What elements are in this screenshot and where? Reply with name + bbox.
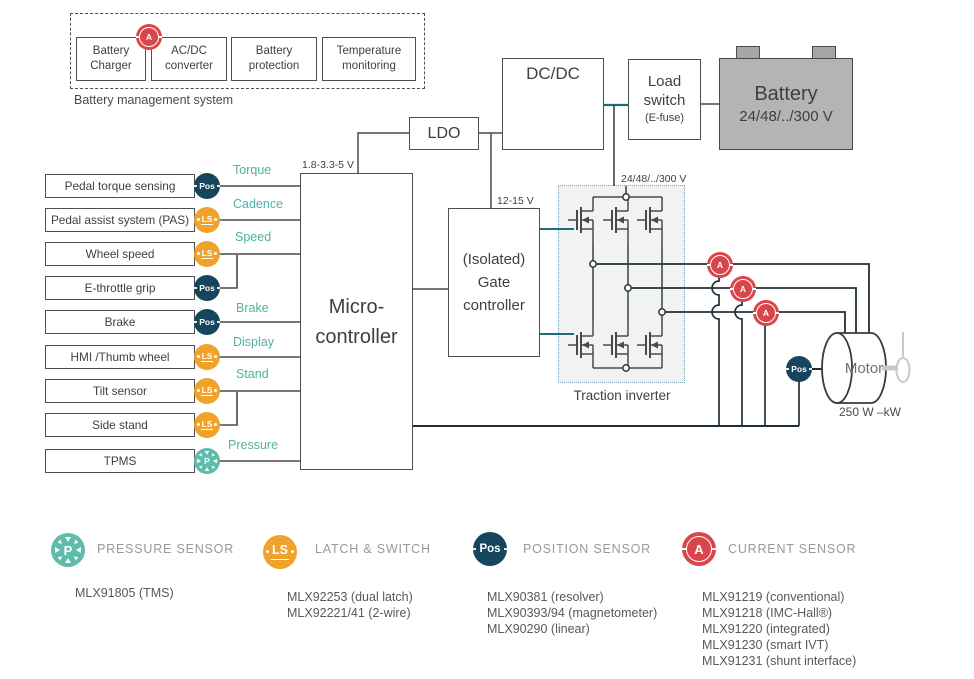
load-switch-box bbox=[628, 59, 701, 140]
legend-latch-switch-icon: LS bbox=[263, 535, 297, 569]
legend-parts-current bbox=[702, 589, 856, 669]
part-number: MLX91220 (integrated) bbox=[702, 622, 830, 636]
part-number: MLX91218 (IMC-Hall®) bbox=[702, 606, 833, 620]
microcontroller-box bbox=[300, 173, 413, 470]
current-sensor-icon: A bbox=[707, 252, 733, 278]
legend-heading-current: CURRENT SENSOR bbox=[728, 542, 857, 556]
position-sensor-icon: Pos bbox=[194, 309, 220, 335]
legend-heading-pressure: PRESSURE SENSOR bbox=[97, 542, 235, 556]
load-switch-label: Load switch bbox=[643, 73, 686, 110]
bms-battery-charger-label: Battery Charger bbox=[90, 45, 132, 72]
mcu-rail-label: 1.8-3.3-5 V bbox=[302, 159, 354, 171]
bms-acdc-converter bbox=[151, 37, 227, 81]
part-number: MLX91231 (shunt interface) bbox=[702, 654, 857, 668]
part-number: MLX90381 (resolver) bbox=[487, 590, 604, 604]
current-sense-wire-1 bbox=[712, 276, 719, 426]
latch-switch-icon: LS bbox=[194, 378, 220, 404]
legend-parts-position bbox=[487, 589, 657, 637]
motor-power-label: 250 W –kW bbox=[838, 405, 901, 419]
ldo-box bbox=[409, 117, 479, 150]
ldo-label: LDO bbox=[427, 124, 461, 142]
legend-pressure-sensor-icon: P bbox=[51, 533, 85, 567]
ldo-mcu-wire bbox=[358, 133, 409, 175]
current-sensor-icon: A bbox=[730, 276, 756, 302]
sensor-input-wires bbox=[219, 186, 302, 461]
motor-fan-icon bbox=[897, 358, 910, 382]
bms-temperature-monitoring bbox=[322, 37, 416, 81]
gate-controller-line2: Gate bbox=[477, 273, 511, 291]
signal-label-brake: Brake bbox=[236, 301, 269, 315]
battery-voltage-label: 24/48/../300 V bbox=[739, 108, 833, 126]
input-box-wheel-speed: Wheel speed bbox=[45, 242, 195, 266]
inverter-columns bbox=[593, 243, 662, 322]
part-number: MLX91805 (TMS) bbox=[75, 586, 174, 600]
motor-label: Motor bbox=[844, 360, 884, 377]
latch-switch-icon: LS bbox=[194, 207, 220, 233]
signal-label-pressure: Pressure bbox=[228, 438, 279, 452]
inverter-rail-label: 24/48/../300 V bbox=[621, 173, 687, 185]
current-sensor-icon: A bbox=[753, 300, 779, 326]
gate-controller-box bbox=[448, 208, 540, 357]
latch-switch-icon: LS bbox=[194, 344, 220, 370]
input-box-side-stand: Side stand bbox=[45, 413, 195, 437]
legend-position-sensor-icon: Pos bbox=[473, 532, 507, 566]
position-sensor-icon: Pos bbox=[194, 173, 220, 199]
legend-current-sensor-icon: A bbox=[682, 532, 716, 566]
current-sense-wire-2 bbox=[735, 300, 742, 426]
dcdc-box bbox=[502, 58, 604, 150]
signal-label-display: Display bbox=[233, 335, 274, 349]
signal-label-speed: Speed bbox=[235, 230, 272, 244]
pressure-sensor-icon: P bbox=[194, 448, 220, 474]
part-number: MLX91219 (conventional) bbox=[702, 590, 845, 604]
gate-controller-line3: controller bbox=[463, 297, 525, 315]
signal-label-cadence: Cadence bbox=[233, 197, 284, 211]
position-sensor-icon: Pos bbox=[194, 275, 220, 301]
current-sensor-icon: A bbox=[136, 24, 162, 50]
bms-acdc-converter-label: AC/DC converter bbox=[165, 45, 213, 72]
input-box-hmi: HMI /Thumb wheel bbox=[45, 345, 195, 369]
gate-drive-wires bbox=[540, 229, 574, 334]
dcdc-label: DC/DC bbox=[526, 64, 580, 83]
battery-box bbox=[719, 58, 853, 150]
latch-switch-icon: LS bbox=[194, 412, 220, 438]
input-box-brake: Brake bbox=[45, 310, 195, 334]
bms-temperature-monitoring-label: Temperature monitoring bbox=[336, 45, 402, 72]
signal-label-stand: Stand bbox=[236, 367, 269, 381]
input-box-tilt-sensor: Tilt sensor bbox=[45, 379, 195, 403]
part-number: MLX91230 (smart IVT) bbox=[702, 638, 829, 652]
input-box-ethrottle: E-throttle grip bbox=[45, 276, 195, 300]
input-box-tpms: TPMS bbox=[45, 449, 195, 473]
load-switch-sub-label: (E-fuse) bbox=[644, 111, 685, 124]
signal-label-torque: Torque bbox=[233, 163, 272, 177]
part-number: MLX92221/41 (2-wire) bbox=[287, 606, 411, 620]
input-box-pedal-torque: Pedal torque sensing bbox=[45, 174, 195, 198]
part-number: MLX90393/94 (magnetometer) bbox=[487, 606, 658, 620]
legend-parts-latch bbox=[287, 589, 413, 621]
traction-inverter-caption: Traction inverter bbox=[573, 388, 671, 403]
legend-heading-latch: LATCH & SWITCH bbox=[315, 542, 431, 556]
bms-battery-protection-label: Battery protection bbox=[248, 45, 300, 72]
phase-wire-1 bbox=[593, 264, 869, 334]
input-box-pedal-assist: Pedal assist system (PAS) bbox=[45, 208, 195, 232]
battery-label: Battery bbox=[754, 83, 818, 106]
legend-heading-position: POSITION SENSOR bbox=[523, 542, 651, 556]
mcu-label-line1: Micro- bbox=[328, 295, 385, 318]
gate-controller-line1: (Isolated) bbox=[462, 250, 526, 268]
bms-caption: Battery management system bbox=[74, 93, 234, 107]
part-number: MLX92253 (dual latch) bbox=[287, 590, 413, 604]
gate-rail-label: 12-15 V bbox=[497, 195, 534, 207]
bms-battery-protection bbox=[231, 37, 317, 81]
legend-parts-pressure bbox=[75, 585, 174, 601]
bms-battery-charger bbox=[76, 37, 146, 81]
part-number: MLX90290 (linear) bbox=[487, 622, 590, 636]
motor-position-sensor-icon: Pos bbox=[786, 356, 812, 382]
latch-switch-icon: LS bbox=[194, 241, 220, 267]
mcu-label-line2: controller bbox=[315, 325, 398, 348]
